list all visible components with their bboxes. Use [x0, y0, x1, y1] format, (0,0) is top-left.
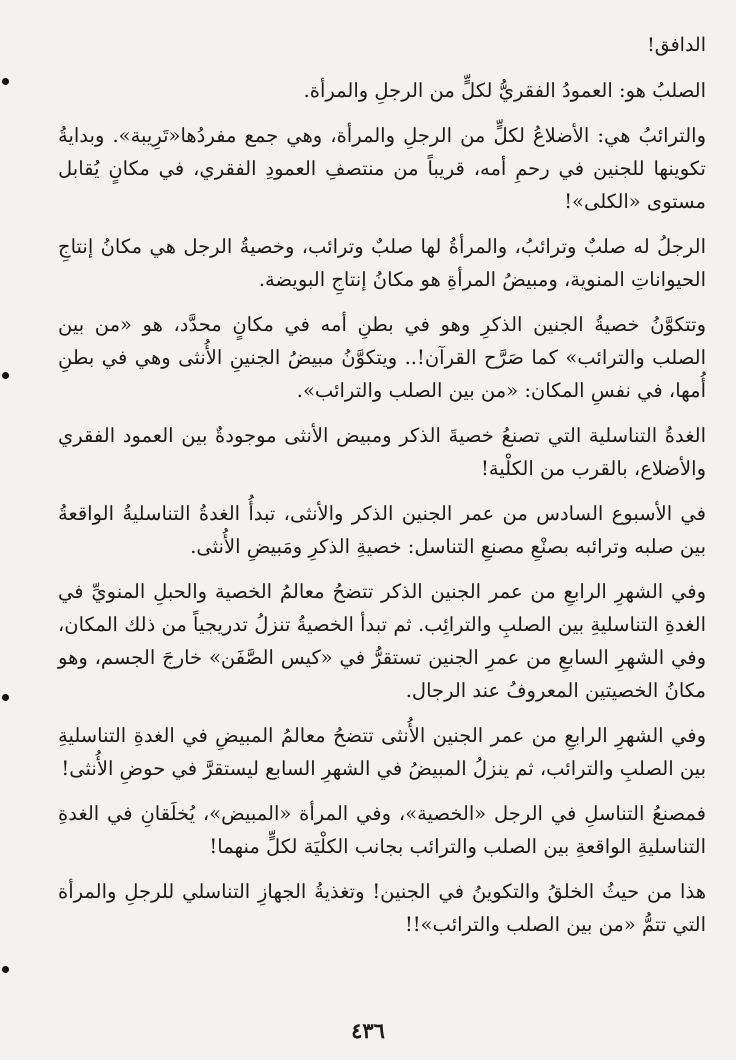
margin-dot-mark [2, 372, 9, 379]
paragraph-9: فمصنعُ التناسلِ في الرجل «الخصية»، وفي المرأة «المبيض»، يُخلَقانِ في الغدةِ التناسليةِ الواقعةِ بين الصلب والترائب بجانب الكلْيَة لكلٍّ منهما! [58, 802, 706, 858]
paragraph-2: والترائبُ هي: الأضلاعُ لكلٍّ من الرجلِ والمرأة، وهي جمع مفردُها«تَرِيبة». وبدايةُ تكوينها للجنين في رحمِ أمه، قريباً من منتصفِ العمودِ الفقري، في مكانٍ يُقابل مستوى «الكلى»! [58, 124, 706, 213]
paragraph-4: وتتكوَّنُ خصيةُ الجنين الذكرِ وهو في بطنِ أمه في مكانٍ محدَّد، هو «من بين الصلب والترائب» كما صَرَّح القرآن!.. ويتكوَّنُ مبيضُ الجنينِ الأُنثى وهي في بطنِ أُمها، في نفسِ المكان: «من بين الصلب والترائب». [58, 313, 706, 402]
page-number: ٤٣٦ [351, 1018, 385, 1043]
paragraph-1: الصلبُ هو: العمودُ الفقريُّ لكلٍّ من الرجلِ والمرأة. [303, 79, 706, 102]
running-header: الدافق! [647, 34, 706, 56]
paragraph-6: في الأسبوع السادس من عمر الجنين الذكر والأنثى، تبدأُ الغدةُ التناسليةُ الواقعةُ بين صلبه وترائبه بصنْعِ مصنعِ التناسل: خصيةِ الذكرِ ومَبيضِ الأُنثى. [58, 502, 706, 558]
margin-dot-mark [2, 78, 9, 85]
margin-dot-mark [2, 966, 9, 973]
body-text [58, 74, 706, 953]
paragraph-8: وفي الشهرِ الرابعِ من عمر الجنين الأُنثى تتضحُ معالمُ المبيضِ في الغدةِ التناسليةِ بين الصلبِ والترائب، ثم ينزلُ المبيضُ في الشهرِ السابع ليستقرَّ في حوضِ الأُنثى! [58, 724, 706, 780]
paragraph-5: الغدةُ التناسلية التي تصنعُ خصيةَ الذكر ومبيض الأنثى موجودةٌ بين العمود الفقري والأضلاع، بالقرب من الكلْية! [58, 424, 706, 480]
margin-dot-mark [2, 694, 9, 701]
paragraph-10: هذا من حيثُ الخلقُ والتكوينُ في الجنين! وتغذيةُ الجهازِ التناسلي للرجلِ والمرأة التي تتمُّ «من بين الصلب والترائب»!! [58, 880, 706, 936]
paragraph-7: وفي الشهرِ الرابعِ من عمر الجنين الذكر تتضحُ معالمُ الخصية والحبلِ المنويِّ في الغدةِ التناسليةِ بين الصلبِ والترائِب. ثم تبدأ الخصيةُ تنزلُ تدريجياً من ذلك المكان، وفي الشهرِ السابعِ من عمرِ الجنين تستقرُّ في «كيس الصَّفَن» خارجَ الجسم، وهو مكانُ الخصيتين المعروفُ عند الرجال. [58, 580, 706, 702]
paragraph-3: الرجلُ له صلبٌ وترائبُ، والمرأةُ لها صلبٌ وترائب، وخصيةُ الرجل هي مكانُ إنتاجِ الحيواناتِ المنوية، ومبيضُ المرأةِ هو مكانُ إنتاجِ البويضة. [58, 235, 706, 291]
